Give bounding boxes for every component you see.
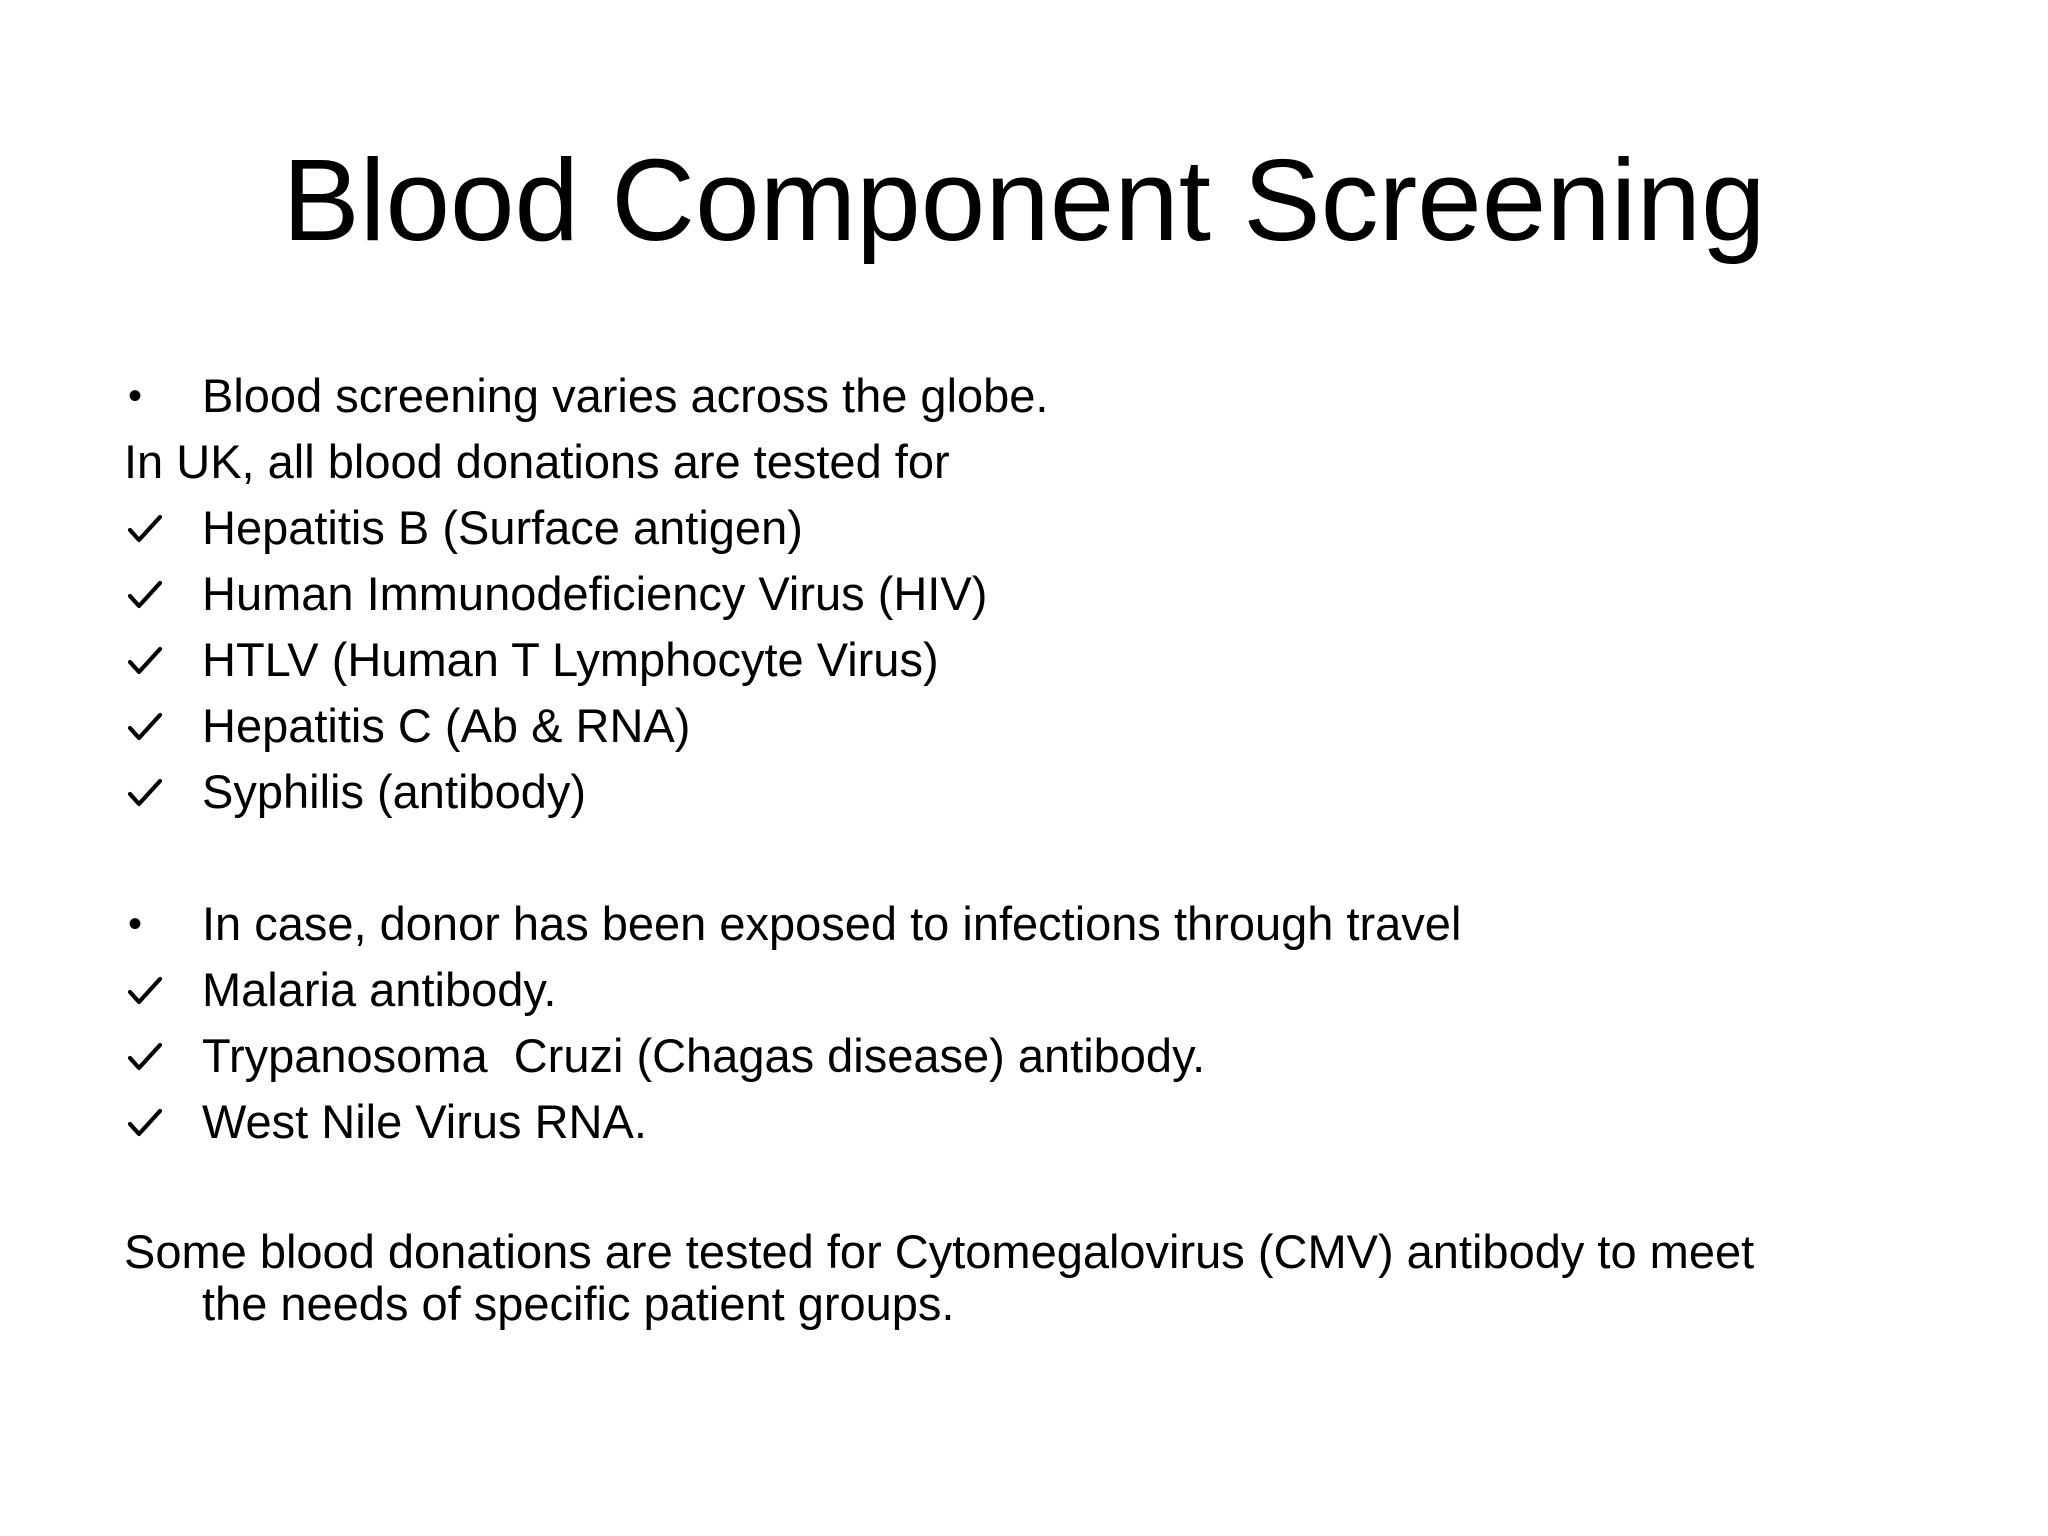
uk-test-text: HTLV (Human T Lymphocyte Virus) — [202, 633, 939, 686]
intro-bullet-text: Blood screening varies across the globe. — [202, 369, 1049, 422]
bullet-icon: • — [128, 902, 143, 946]
travel-bullet-text: In case, donor has been exposed to infections through travel — [202, 897, 1462, 950]
travel-test-text: Trypanosoma Cruzi (Chagas disease) antibody. — [202, 1029, 1206, 1082]
bullet-icon: • — [128, 374, 143, 418]
uk-test-text: Syphilis (antibody) — [202, 765, 587, 818]
slide-title: Blood Component Screening — [282, 135, 1766, 265]
uk-test-text: Hepatitis B (Surface antigen) — [202, 501, 803, 554]
cmv-paragraph — [124, 1226, 1984, 1330]
travel-test-text: West Nile Virus RNA. — [202, 1095, 647, 1148]
uk-test-text: Hepatitis C (Ab & RNA) — [202, 699, 691, 752]
uk-line-text: In UK, all blood donations are tested for — [124, 435, 950, 488]
cmv-line-2: the needs of specific patient groups. — [202, 1277, 955, 1330]
travel-test-text: Malaria antibody. — [202, 963, 557, 1016]
uk-test-text: Human Immunodeficiency Virus (HIV) — [202, 567, 988, 620]
cmv-line-1: Some blood donations are tested for Cytomegalovirus (CMV) antibody to meet — [124, 1225, 1755, 1278]
